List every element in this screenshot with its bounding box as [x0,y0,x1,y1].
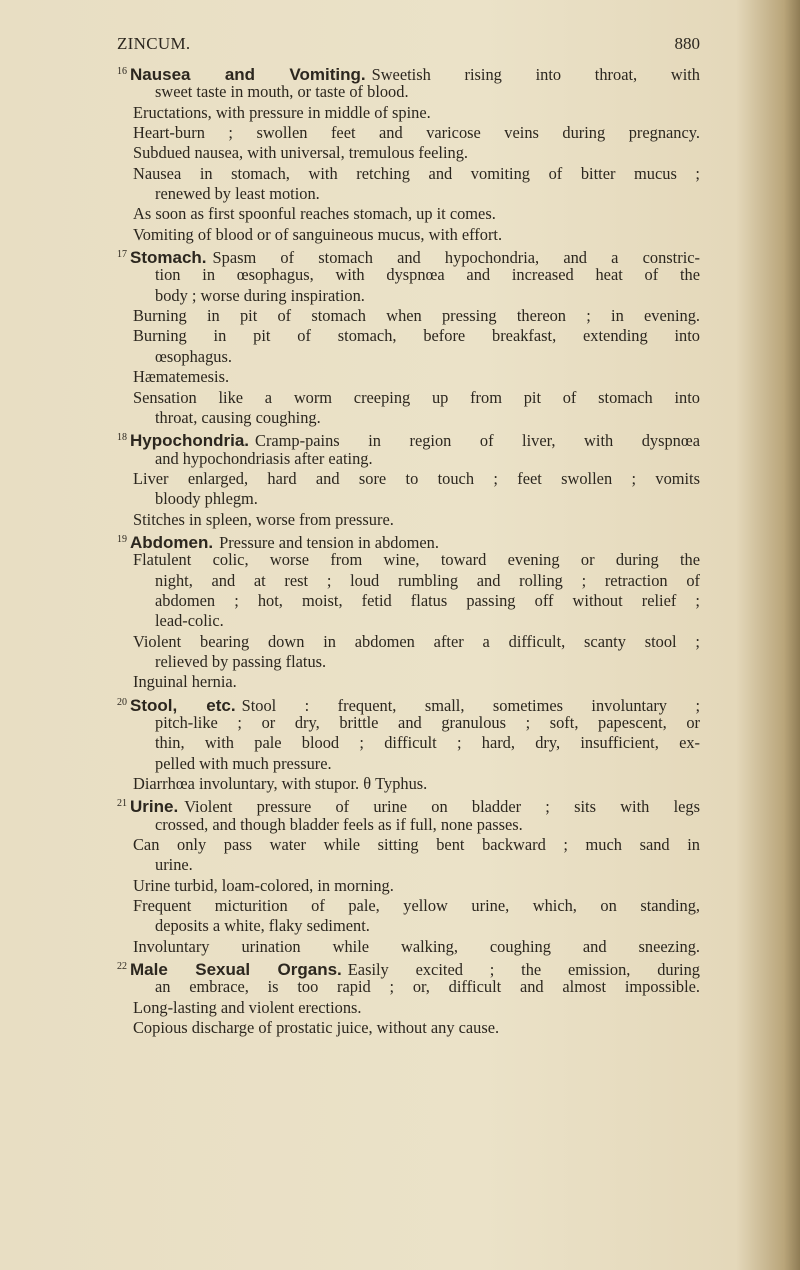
text-line [0,510,800,530]
line-content [133,672,237,692]
line-content [155,286,365,306]
line-content [155,754,332,774]
line-content [133,103,431,123]
text-line [0,571,800,591]
text-line [0,876,800,896]
text-line [0,896,800,916]
text-line [0,82,800,102]
line-text: Burning in pit of stomach, before breakfast, extending into [133,326,700,346]
section-title: Male Sexual Organs. [130,960,342,980]
line-text: crossed, and though bladder feels as if full, none passes. [155,814,523,834]
line-text: Easily excited ; the emission, during [347,960,701,980]
line-text: deposits a white, flaky sediment. [155,916,370,936]
line-content [133,510,394,530]
text-line [0,123,800,143]
running-header [117,34,700,56]
line-content [155,855,193,875]
line-text: Hæmatemesis. [133,367,230,387]
text-line [0,591,800,611]
line-content [133,876,394,896]
line-text: Spasm of stomach and hypochondria, and a constric- [212,248,700,268]
line-text: urine. [155,855,193,875]
text-line [0,347,800,367]
line-content [133,306,700,326]
line-content [133,550,700,570]
line-content [133,367,229,387]
text-line [0,489,800,509]
line-content [155,591,700,611]
section-heading-line [0,62,800,82]
section-heading-line [0,428,800,451]
line-text: thin, with pale blood ; difficult ; hard, dry, insufficient, ex- [155,733,700,753]
line-content [155,265,700,285]
line-content [155,713,700,733]
line-content [133,835,700,855]
text-line [0,143,800,163]
line-text: Violent bearing down in abdomen after a difficult, scanty stool ; [133,631,700,651]
text-line [0,733,800,753]
line-text: Sensation like a worm creeping up from pit of stomach into [133,387,700,407]
line-content [155,489,258,509]
line-content [155,184,320,204]
line-content [155,652,326,672]
text-line [0,225,800,245]
line-text: Inguinal hernia. [133,672,237,692]
line-content [133,896,700,916]
line-content [155,571,700,591]
line-text: Stool : frequent, small, sometimes involuntary ; [241,695,701,715]
text-line [0,835,800,855]
section-number: 19 [117,533,127,545]
section-title: Nausea and Vomiting. [130,65,366,84]
line-content [155,449,373,469]
line-content [133,164,700,184]
line-text: Liver enlarged, hard and sore to touch ; feet swollen ; vomits [133,468,700,488]
line-text: renewed by least motion. [155,184,320,204]
line-text: Cramp-pains in region of liver, with dyspnœa [255,431,700,451]
line-text: sweet taste in mouth, or taste of blood. [155,82,409,102]
section-number: 17 [117,249,127,261]
text-line [0,937,800,957]
text-line [0,815,800,835]
line-text: Nausea in stomach, with retching and vomiting of bitter mucus ; [133,163,700,183]
line-content [133,204,496,224]
section-heading-line [0,693,800,713]
text-line [0,469,800,489]
line-content [155,815,523,835]
line-text: Copious discharge of prostatic juice, without any cause. [133,1018,500,1038]
line-text: relieved by passing flatus. [155,651,327,671]
text-line [0,754,800,774]
line-text: an embrace, is too rapid ; or, difficult and almost impossible. [155,977,700,997]
line-text: Diarrhœa involuntary, with stupor. θ Typhus. [133,774,428,794]
line-content [133,774,427,794]
line-text: Subdued nausea, with universal, tremulous feeling. [133,143,469,163]
section-number: 18 [117,432,127,444]
section-heading-line [0,530,800,550]
text-line [0,774,800,794]
line-content [133,998,362,1018]
line-text: throat, causing coughing. [155,407,321,427]
text-line [0,611,800,631]
text-line [0,184,800,204]
text-line [0,1018,800,1038]
line-text: œsophagus. [155,346,232,366]
section-title: Stomach. [130,248,207,268]
line-content [133,388,700,408]
section-title: Abdomen. [130,532,214,552]
line-text: lead-colic. [155,611,224,631]
text-line [0,632,800,652]
text-line [0,265,800,285]
line-content [155,733,700,753]
section-heading-line [0,957,800,980]
line-content [155,611,224,631]
text-line [0,306,800,326]
section-number: 21 [117,798,127,810]
line-text: Violent pressure of urine on bladder ; sits with legs [184,797,700,817]
text-line [0,326,800,346]
text-line [0,408,800,428]
line-text: Involuntary urination while walking, coughing and sneezing. [133,936,700,956]
line-text: pelled with much pressure. [155,753,332,773]
section-heading-line [0,794,800,817]
line-content [155,408,321,428]
line-text: body ; worse during inspiration. [155,285,365,305]
text-line [0,998,800,1018]
line-content [155,916,370,936]
text-line [0,286,800,306]
line-text: Stitches in spleen, worse from pressure. [133,509,394,529]
page-number: 880 [674,34,700,53]
line-text: Urine turbid, loam-colored, in morning. [133,875,394,895]
text-line [0,164,800,184]
line-content [133,143,468,163]
line-content [133,632,700,652]
section-number: 16 [117,66,127,77]
section-title: Urine. [130,797,179,817]
section-number: 20 [117,696,127,708]
text-line [0,652,800,672]
line-content [133,225,502,245]
line-text: and hypochondriasis after eating. [155,448,373,468]
section-number: 22 [117,961,127,973]
line-text: Long-lasting and violent erections. [133,997,362,1017]
line-text: Sweetish rising into throat, with [371,65,700,84]
line-content [133,469,700,489]
line-content [133,1018,499,1038]
section-heading-line [0,245,800,268]
running-title: ZINCUM. [117,34,191,53]
page-body [0,62,800,1039]
line-text: bloody phlegm. [155,489,258,509]
line-text: As soon as first spoonful reaches stomach, up it comes. [133,204,496,224]
line-content [155,82,409,102]
line-text: pitch-like ; or dry, brittle and granulous ; soft, papescent, or [155,713,700,732]
line-content [133,123,700,143]
text-line [0,367,800,387]
line-content [155,347,232,367]
line-text: Frequent micturition of pale, yellow urine, which, on standing, [133,896,700,916]
section-title: Stool, etc. [130,695,236,715]
text-line [0,103,800,123]
text-line [0,550,800,570]
line-content [155,977,700,997]
line-text: Vomiting of blood or of sanguineous mucus, with effort. [133,224,503,244]
line-text: Pressure and tension in abdomen. [219,532,439,552]
text-line [0,204,800,224]
text-line [0,855,800,875]
text-line [0,916,800,936]
line-text: night, and at rest ; loud rumbling and rolling ; retraction of [155,570,700,590]
line-content [133,326,700,346]
line-text: tion in œsophagus, with dyspnœa and increased heat of the [155,265,700,285]
text-line [0,672,800,692]
section-title: Hypochondria. [130,431,250,451]
text-line [0,388,800,408]
line-content [133,937,700,957]
line-text: Heart-burn ; swollen feet and varicose veins during pregnancy. [133,123,700,143]
text-line [0,449,800,469]
line-text: abdomen ; hot, moist, fetid flatus passing off without relief ; [155,590,700,610]
line-text: Flatulent colic, worse from wine, toward evening or during the [133,550,700,570]
line-text: Eructations, with pressure in middle of spine. [133,102,431,122]
line-text: Burning in pit of stomach when pressing thereon ; in evening. [133,306,700,326]
text-line [0,977,800,997]
line-text: Can only pass water while sitting bent backward ; much sand in [133,835,700,855]
text-line [0,713,800,733]
